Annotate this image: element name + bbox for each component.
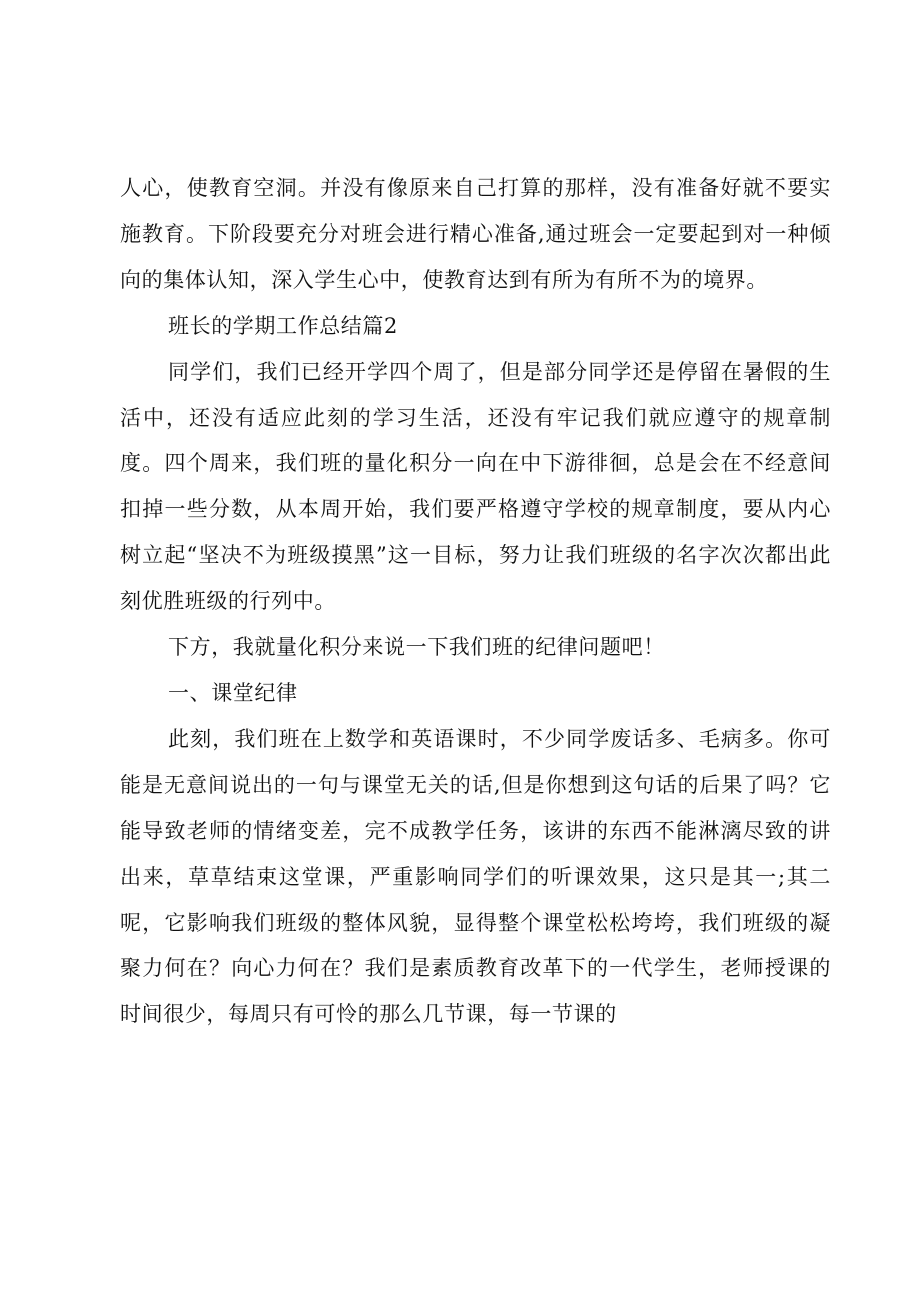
section-heading: 班长的学期工作总结篇2 <box>168 313 398 338</box>
paragraph-transition: 下方，我就量化积分来说一下我们班的纪律问题吧！ <box>168 635 665 660</box>
document-body <box>120 166 831 1038</box>
subheading-classroom-discipline: 一、课堂纪律 <box>168 680 298 705</box>
paragraph-continuation: 人心，使教育空洞。并没有像原来自己打算的那样，没有准备好就不要实施教育。下阶段要充分对班会进行精心准备,通过班会一定要起到对一种倾向的集体认知，深入学生心中，使教育达到有所为有所不为的境界。 <box>120 176 831 292</box>
paragraph-intro: 同学们，我们已经开学四个周了，但是部分同学还是停留在暑假的生活中，还没有适应此刻的学习生活，还没有牢记我们就应遵守的规章制度。四个周来，我们班的量化积分一向在中下游徘徊，总是会在不经意间扣掉一些分数，从本周开始，我们要严格遵守学校的规章制度，要从内心树立起“坚决不为班级摸黑”这一目标，努力让我们班级的名字次次都出此刻优胜班级的行列中。 <box>120 359 831 614</box>
paragraph-classroom-discipline: 此刻，我们班在上数学和英语课时，不少同学废话多、毛病多。你可能是无意间说出的一句与课堂无关的话,但是你想到这句话的后果了吗？它能导致老师的情绪变差，完不成教学任务，该讲的东西不能淋漓尽致的讲出来，草草结束这堂课，严重影响同学们的听课效果，这只是其一;其二呢，它影响我们班级的整体风貌，显得整个课堂松松垮垮，我们班级的凝聚力何在？向心力何在？我们是素质教育改革下的一代学生，老师授课的时间很少，每周只有可怜的那么几节课，每一节课的 <box>120 726 831 1027</box>
